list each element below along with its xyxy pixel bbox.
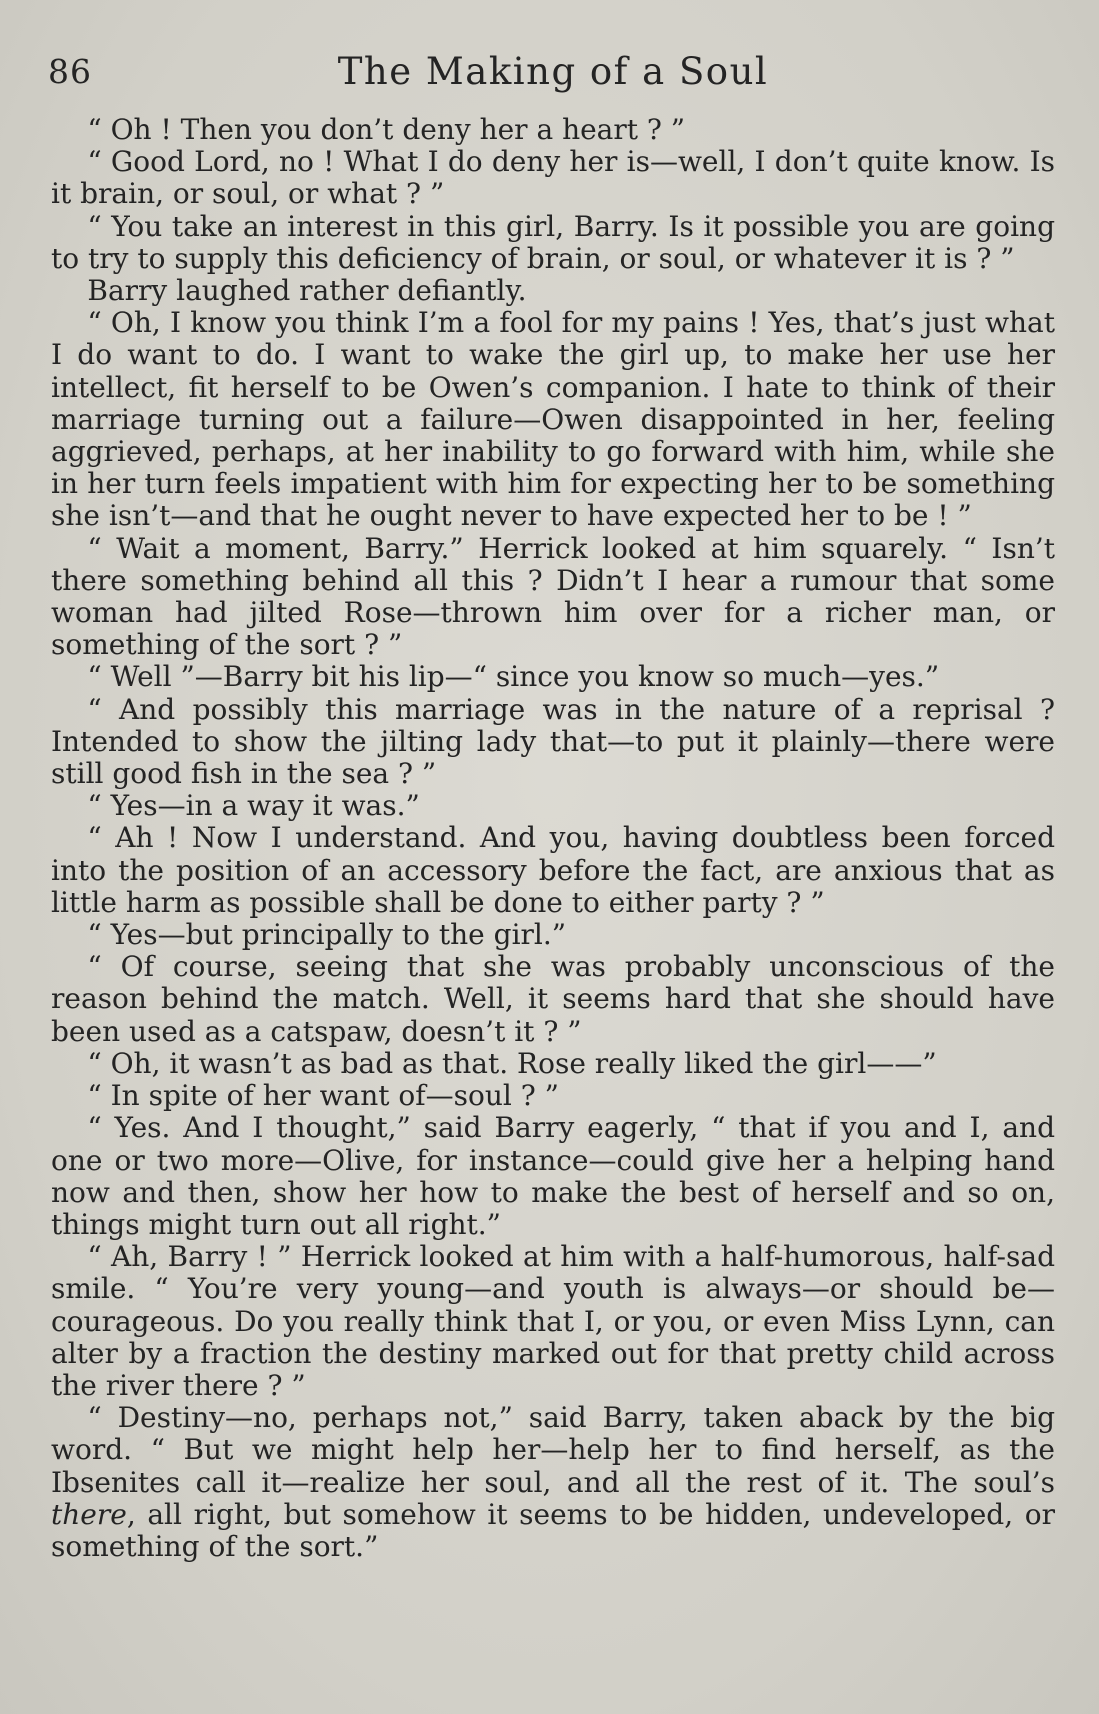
- paragraph: “ Yes—but principally to the girl.”: [87, 918, 567, 952]
- paragraph: “ Well ”—Barry bit his lip—“ since you know so much—yes.”: [87, 660, 940, 694]
- paragraph: “ Oh ! Then you don’t deny her a heart ? ”: [87, 113, 686, 146]
- paragraph: “ Of course, seeing that she was probably unconscious of the reason behind the match. Well, it seems hard that she should have been used as a catspaw, doesn’t it ? ”: [51, 950, 1055, 1048]
- paragraph: “ Wait a moment, Barry.” Herrick looked at him squarely. “ Isn’t there something behind all this ? Didn’t I hear a rumour that some woman had jilted Rose—thrown him over for a richer man, or something of the sort ? ”: [51, 531, 1055, 662]
- emphasis-text: there: [51, 1497, 127, 1531]
- paragraph: “ Yes—in a way it was.”: [87, 789, 420, 823]
- body-text: [51, 114, 1055, 1563]
- paragraph: “ Oh, I know you think I’m a fool for my pains ! Yes, that’s just what I do want to do. I want to wake the girl up, to make her use her intellect, fit herself to be Owen’s companion. I hate to think of their marriage turning out a failure—Owen disappointed in her, feeling aggrieved, perhaps, at her inability to go forward with him, while she in her turn feels impatient with him for expecting her to be something she isn’t—and that he ought never to have expected her to be ! ”: [51, 306, 1055, 533]
- page-header: [48, 50, 1058, 100]
- paragraph: Barry laughed rather defiantly.: [87, 274, 527, 308]
- paragraph: “ Oh, it wasn’t as bad as that. Rose really liked the girl——”: [87, 1046, 937, 1080]
- paragraph-text: “ Destiny—no, perhaps not,” said Barry, taken aback by the big word. “ But we might help her—help her to find herself, as the Ibsenites call it—realize her soul, and all the rest of it. The soul’s: [51, 1401, 1055, 1499]
- paragraph: “ Ah, Barry ! ” Herrick looked at him with a half-humorous, half-sad smile. “ You’re very young—and youth is always—or should be—courageous. Do you really think that I, or you, or even Miss Lynn, can alter by a fraction the destiny marked out for that pretty child across the river there ? ”: [51, 1240, 1055, 1402]
- paragraph-text: , all right, but somehow it seems to be hidden, undeveloped, or something of the sort.”: [51, 1497, 1055, 1563]
- paragraph: [51, 1402, 1055, 1563]
- running-head: The Making of a Soul: [337, 50, 769, 93]
- paragraph: “ Good Lord, no ! What I do deny her is—well, I don’t quite know. Is it brain, or soul, or what ? ”: [51, 145, 1055, 211]
- paragraph: “ You take an interest in this girl, Barry. Is it possible you are going to try to supply this deficiency of brain, or soul, or whatever it is ? ”: [51, 209, 1055, 275]
- page-number: 86: [48, 52, 92, 91]
- paragraph: “ And possibly this marriage was in the nature of a reprisal ? Intended to show the jilting lady that—to put it plainly—there were still good fish in the sea ? ”: [51, 692, 1055, 791]
- paragraph: “ Ah ! Now I understand. And you, having doubtless been forced into the position of an accessory before the fact, are anxious that as little harm as possible shall be done to either party ? ”: [51, 821, 1055, 919]
- paragraph: “ In spite of her want of—soul ? ”: [87, 1079, 559, 1113]
- paragraph: “ Yes. And I thought,” said Barry eagerly, “ that if you and I, and one or two more—Olive, for instance—could give her a helping hand now and then, show her how to make the best of herself and so on, things might turn out all right.”: [51, 1111, 1055, 1241]
